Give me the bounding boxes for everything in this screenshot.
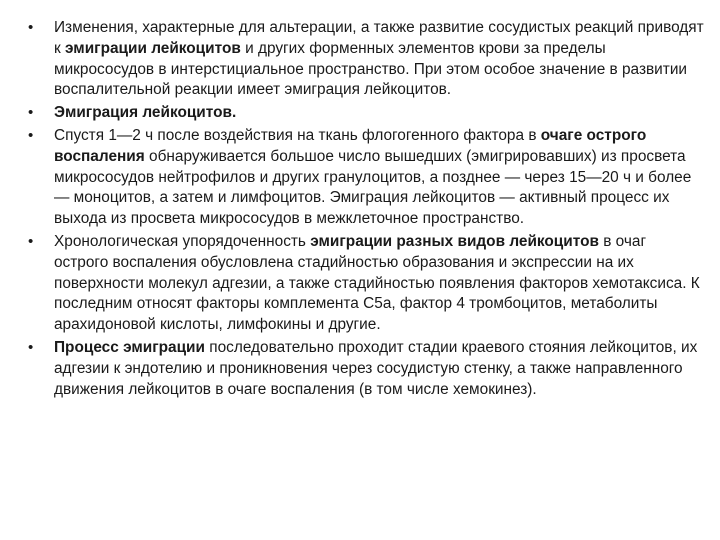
item-text-bold: Эмиграция лейкоцитов. bbox=[54, 104, 237, 122]
bullet-item bbox=[28, 338, 704, 400]
bullet-marker: • bbox=[28, 126, 34, 144]
item-text: в очаг острого воспаления обусловлена стадийностью образования и экспрессии на их поверхности молекул адгезии, а также стадийностью появления факторов хемотаксиса. К последним относят факторы комплемента C5a, фактор 4 тромбоцитов, метаболиты арахидоновой кислоты, лимфокины и другие. bbox=[54, 232, 700, 334]
item-text-bold: эмиграции разных видов лейкоцитов bbox=[310, 232, 599, 250]
bullet-marker: • bbox=[28, 19, 34, 36]
item-text: Спустя 1—2 ч после воздействия на ткань флогогенного фактора в bbox=[54, 126, 541, 144]
bullet-marker: • bbox=[28, 232, 34, 250]
bullet-item bbox=[28, 126, 704, 230]
bullet-list bbox=[28, 18, 704, 402]
item-text: Изменения, характерные для альтерации, а также развитие сосудистых реакций приводят к bbox=[54, 19, 704, 57]
item-text: Хронологическая упорядоченность bbox=[54, 232, 311, 250]
bullet-item bbox=[28, 18, 704, 101]
item-text: и других форменных элементов крови за пределы микрососудов в интерстициальное пространство. При этом особое значение в развитии воспалительной реакции имеет эмиграция лейкоцитов. bbox=[54, 39, 688, 99]
bullet-item bbox=[28, 103, 704, 124]
item-text-bold: Процесс эмиграции bbox=[54, 338, 205, 356]
bullet-marker: • bbox=[28, 104, 34, 122]
item-text: последовательно проходит стадии краевого стояния лейкоцитов, их адгезии к эндотелию и проникновения через сосудистую стенку, а также направленного движения лейкоцитов в очаге воспаления (в том числе хемокинез). bbox=[54, 338, 698, 398]
bullet-item bbox=[28, 232, 704, 336]
bullet-marker: • bbox=[28, 338, 34, 356]
item-text-bold: очаге острого воспаления bbox=[54, 126, 647, 165]
item-text: обнаруживается большое число вышедших (эмигрировавших) из просвета микрососудов нейтрофилов и других гранулоцитов, а позднее — через 15—20 ч и более — моноцитов, а затем и лимфоцитов. Эмиграция лейкоцитов — активный процесс их выхода из просвета микрососудов в межклеточное пространство. bbox=[54, 147, 692, 228]
item-text-bold: эмиграции лейкоцитов bbox=[65, 39, 241, 57]
